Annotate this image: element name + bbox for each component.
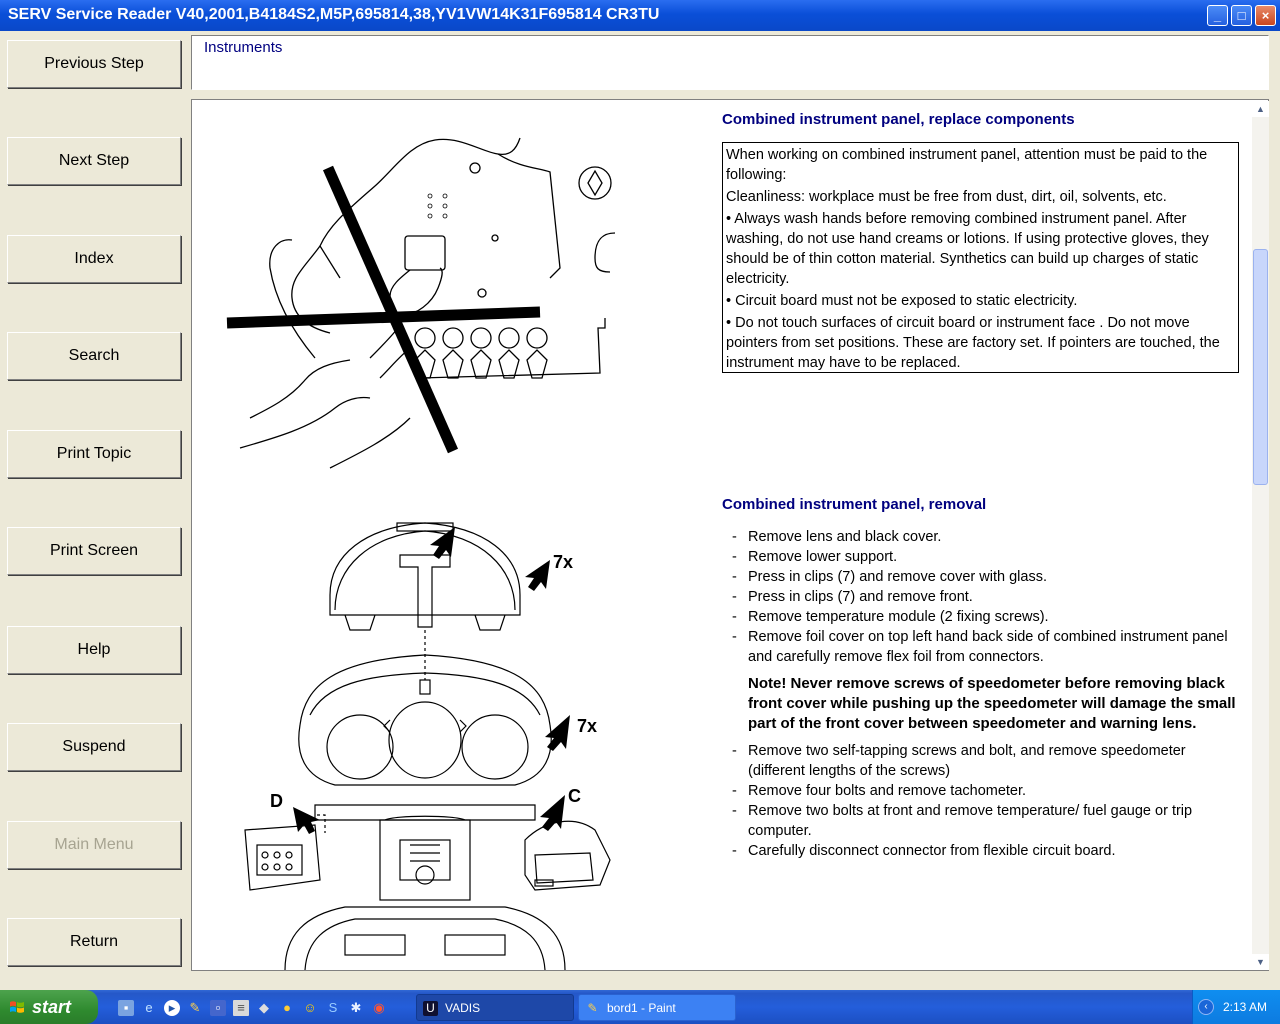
- step-text: Carefully disconnect connector from flexible circuit board.: [748, 843, 1116, 859]
- step-text: Remove two self-tapping screws and bolt, and remove speedometer (different lengths of the screws): [748, 743, 1186, 779]
- step-dash: -: [732, 569, 737, 585]
- quicklaunch-book-icon[interactable]: ◆: [259, 1000, 269, 1015]
- start-label: start: [32, 997, 72, 1017]
- step-text: Press in clips (7) and remove cover with glass.: [748, 569, 1047, 585]
- print-screen-button[interactable]: Print Screen: [7, 527, 181, 575]
- illustration-do-not-touch: [220, 128, 630, 488]
- clock[interactable]: 2:13 AM: [1223, 1000, 1268, 1014]
- removal-step: [730, 547, 1240, 567]
- removal-step: [730, 781, 1240, 801]
- return-button[interactable]: Return: [7, 918, 181, 966]
- quicklaunch-tool-icon[interactable]: ✎: [189, 1000, 201, 1015]
- window-title: SERV Service Reader V40,2001,B4184S2,M5P,695814,38,YV1VW14K31F695814 CR3TU: [8, 6, 660, 23]
- step-dash: -: [732, 629, 737, 645]
- step-text: Press in clips (7) and remove front.: [748, 589, 973, 605]
- label-7x-mid: 7x: [577, 716, 598, 736]
- help-button[interactable]: Help: [7, 626, 181, 674]
- topic-title: Instruments: [204, 39, 283, 56]
- step-text: Remove lens and black cover.: [748, 529, 942, 545]
- step-dash: -: [732, 529, 737, 545]
- step-dash: -: [732, 743, 737, 759]
- precautions-box: [722, 142, 1239, 373]
- step-dash: -: [732, 783, 737, 799]
- search-button[interactable]: Search: [7, 332, 181, 380]
- step-text: Remove two bolts at front and remove temperature/ fuel gauge or trip computer.: [748, 803, 1193, 839]
- precautions-bullet-do-not-touch: • Do not touch surfaces of circuit board or instrument face . Do not move pointers from set positions. These are factory set. If pointers are touched, the instrument may have to be replaced.: [726, 315, 1220, 371]
- paint-icon: ✎: [587, 1001, 598, 1015]
- tray-expand-icon[interactable]: ‹: [1198, 999, 1214, 1015]
- quicklaunch-paint-icon[interactable]: ●: [283, 1000, 291, 1015]
- task-label: VADIS: [445, 1001, 481, 1015]
- step-text: Remove temperature module (2 fixing screws).: [748, 609, 1049, 625]
- system-tray: [1192, 990, 1280, 1024]
- quicklaunch-messenger-icon[interactable]: ☺: [303, 1000, 317, 1015]
- next-step-button[interactable]: Next Step: [7, 137, 181, 185]
- precautions-bullet-wash-hands: • Always wash hands before removing combined instrument panel. After washing, do not use hand creams or lotions. If using protective gloves, they should be of thin cotton material. Synthetics can build up charges of static electricity.: [726, 211, 1209, 287]
- main-menu-button: Main Menu: [7, 821, 181, 869]
- scroll-thumb[interactable]: [1253, 249, 1268, 485]
- section-title-removal: Combined instrument panel, removal: [722, 496, 987, 513]
- print-topic-button[interactable]: Print Topic: [7, 430, 181, 478]
- title-bar: [0, 0, 1280, 31]
- step-dash: -: [732, 589, 737, 605]
- removal-step: [730, 567, 1240, 587]
- previous-step-button[interactable]: Previous Step: [7, 40, 181, 88]
- illustration-cluster-exploded: [225, 515, 625, 970]
- scroll-up-button[interactable]: ▲: [1252, 101, 1269, 117]
- task-label: bord1 - Paint: [607, 1001, 676, 1015]
- start-button[interactable]: [0, 990, 98, 1024]
- vertical-scrollbar[interactable]: [1252, 101, 1269, 970]
- label-c: C: [568, 786, 581, 806]
- suspend-button[interactable]: Suspend: [7, 723, 181, 771]
- taskbar: [0, 990, 1280, 1024]
- label-7x-top: 7x: [553, 552, 574, 572]
- removal-step: [730, 841, 1240, 861]
- removal-step: [730, 741, 1240, 781]
- vadis-icon: U: [423, 1001, 438, 1016]
- quicklaunch-desktop-icon[interactable]: ▪: [118, 1000, 134, 1016]
- removal-step: [730, 627, 1240, 667]
- task-vadis[interactable]: [416, 994, 574, 1021]
- step-dash: -: [732, 609, 737, 625]
- step-text: Remove four bolts and remove tachometer.: [748, 783, 1027, 799]
- quicklaunch-save-icon[interactable]: ▫: [210, 1000, 226, 1016]
- speedometer-warning-note: Note! Never remove screws of speedometer before removing black front cover while pushing up the speedometer will damage the small part of the front cover between speedometer and warning lens.: [748, 675, 1236, 732]
- step-text: Remove lower support.: [748, 549, 898, 565]
- label-d: D: [270, 791, 283, 811]
- quicklaunch-network-icon[interactable]: ✱: [350, 1000, 362, 1015]
- removal-step: [730, 607, 1240, 627]
- step-dash: -: [732, 803, 737, 819]
- quicklaunch-ie-icon[interactable]: e: [145, 1000, 153, 1015]
- removal-steps: [730, 527, 1240, 861]
- quicklaunch-media-icon[interactable]: ▸: [164, 1000, 180, 1016]
- minimize-button[interactable]: _: [1207, 5, 1228, 26]
- section-title-replace-components: Combined instrument panel, replace components: [722, 111, 1075, 128]
- removal-step: [730, 527, 1240, 547]
- task-paint[interactable]: [578, 994, 736, 1021]
- topic-header: [191, 35, 1269, 90]
- removal-step: [730, 587, 1240, 607]
- index-button[interactable]: Index: [7, 235, 181, 283]
- quicklaunch-firefox-icon[interactable]: ◉: [373, 1000, 385, 1015]
- precautions-cleanliness: Cleanliness: workplace must be free from dust, dirt, oil, solvents, etc.: [726, 189, 1167, 205]
- precautions-intro: When working on combined instrument panel, attention must be paid to the following:: [726, 147, 1208, 183]
- maximize-button[interactable]: □: [1231, 5, 1252, 26]
- quicklaunch-document-icon[interactable]: ≡: [233, 1000, 249, 1016]
- step-dash: -: [732, 549, 737, 565]
- step-text: Remove foil cover on top left hand back side of combined instrument panel and carefully remove flex foil from connectors.: [748, 629, 1228, 665]
- close-button[interactable]: ×: [1255, 5, 1276, 26]
- windows-logo-icon: [9, 999, 25, 1015]
- step-dash: -: [732, 843, 737, 859]
- quicklaunch-skype-icon[interactable]: S: [328, 1000, 338, 1015]
- precautions-bullet-static: • Circuit board must not be exposed to static electricity.: [726, 293, 1078, 309]
- scroll-down-button[interactable]: ▼: [1252, 954, 1269, 970]
- removal-step: [730, 801, 1240, 841]
